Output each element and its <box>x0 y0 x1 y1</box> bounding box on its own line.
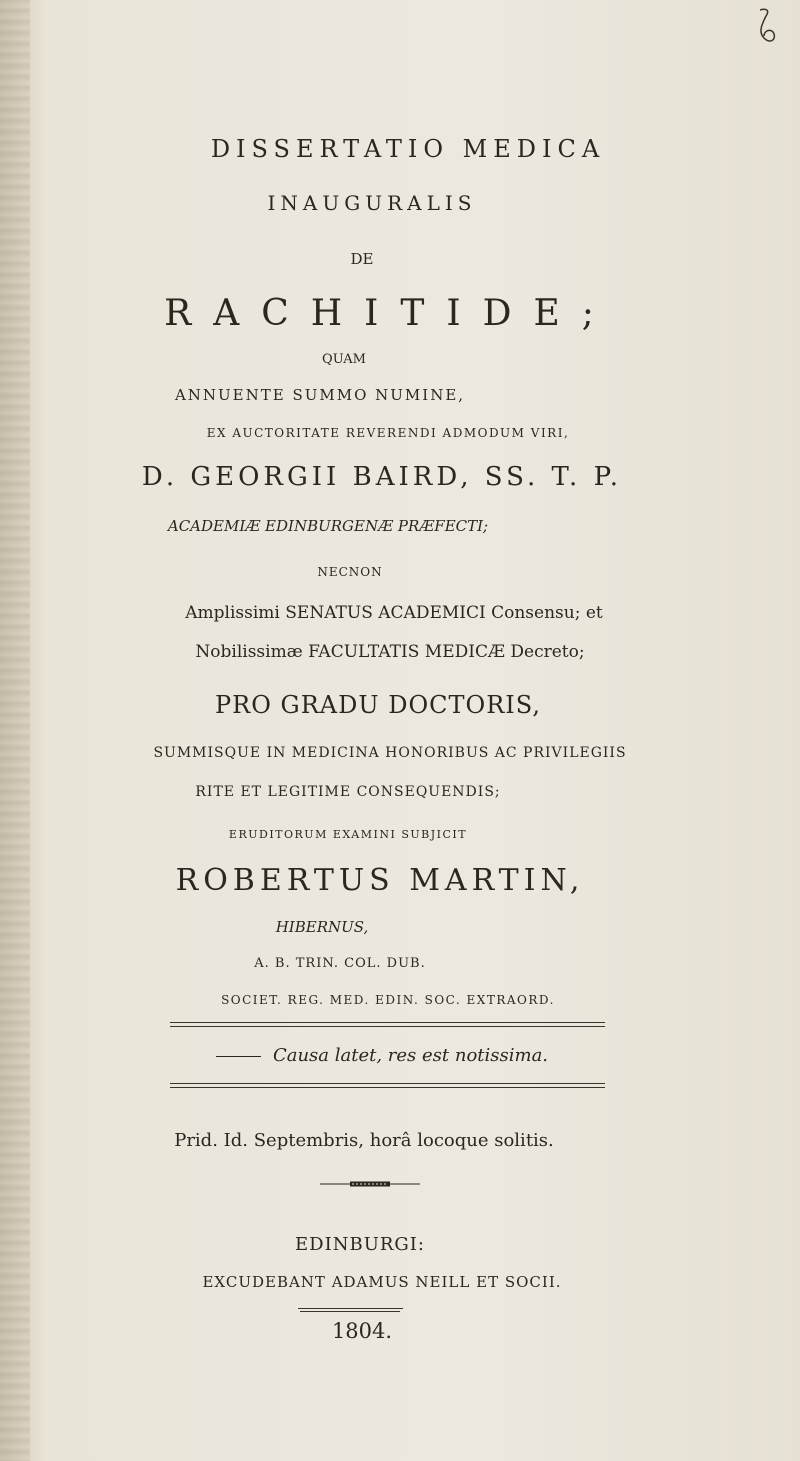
senatus-line: Amplissimi SENATUS ACADEMICI Consensu; et <box>185 603 603 623</box>
author-origin: HIBERNUS, <box>275 918 369 936</box>
imprint-year: 1804. <box>331 1319 393 1343</box>
academiae-line: ACADEMIÆ EDINBURGENÆ PRÆFECTI; <box>167 517 489 535</box>
divider-rule-top <box>170 1022 605 1023</box>
imprint-printer: EXCUDEBANT ADAMUS NEILL ET SOCII. <box>202 1273 562 1291</box>
facultatis-line: Nobilissimæ FACULTATIS MEDICÆ Decreto; <box>195 642 585 662</box>
author-degree: A. B. TRIN. COL. DUB. <box>254 956 426 971</box>
year-rule-inner <box>300 1311 400 1312</box>
praefect-name: D. GEORGII BAIRD, SS. T. P. <box>141 462 623 492</box>
motto-line <box>0 1045 782 1066</box>
summisque-line: SUMMISQUE IN MEDICINA HONORIBUS AC PRIVILEGIIS <box>153 745 627 761</box>
divider-rule-top-inner <box>170 1026 605 1027</box>
pro-gradu-line: PRO GRADU DOCTORIS, <box>215 691 541 719</box>
ornament-rule-icon <box>320 1180 420 1188</box>
necnon-line: NECNON <box>317 565 383 579</box>
imprint-city: EDINBURGI: <box>295 1234 425 1255</box>
motto-dash <box>216 1056 261 1057</box>
quam-line: QUAM <box>322 352 366 367</box>
auctoritate-line: EX AUCTORITATE REVERENDI ADMODUM VIRI, <box>206 426 570 440</box>
title-de: DE <box>350 250 374 268</box>
rite-line: RITE ET LEGITIME CONSEQUENDIS; <box>195 784 501 800</box>
year-rule <box>298 1308 403 1309</box>
motto-text: Causa latet, res est notissima. <box>272 1045 549 1066</box>
annuente-line: ANNUENTE SUMMO NUMINE, <box>174 386 466 404</box>
divider-rule-bottom <box>170 1083 605 1084</box>
handwritten-mark-icon <box>752 6 782 50</box>
title-line-1: DISSERTATIO MEDICA <box>210 135 606 163</box>
date-line: Prid. Id. Septembris, horâ locoque solitis. <box>174 1130 554 1151</box>
author-name: ROBERTUS MARTIN, <box>175 863 585 898</box>
title-line-2: INAUGURALIS <box>267 191 477 215</box>
divider-rule-bottom-inner <box>170 1087 605 1088</box>
eruditorum-line: ERUDITORUM EXAMINI SUBJICIT <box>228 828 468 841</box>
subject-title: RACHITIDE; <box>164 293 616 334</box>
author-society: SOCIET. REG. MED. EDIN. SOC. EXTRAORD. <box>221 993 555 1007</box>
